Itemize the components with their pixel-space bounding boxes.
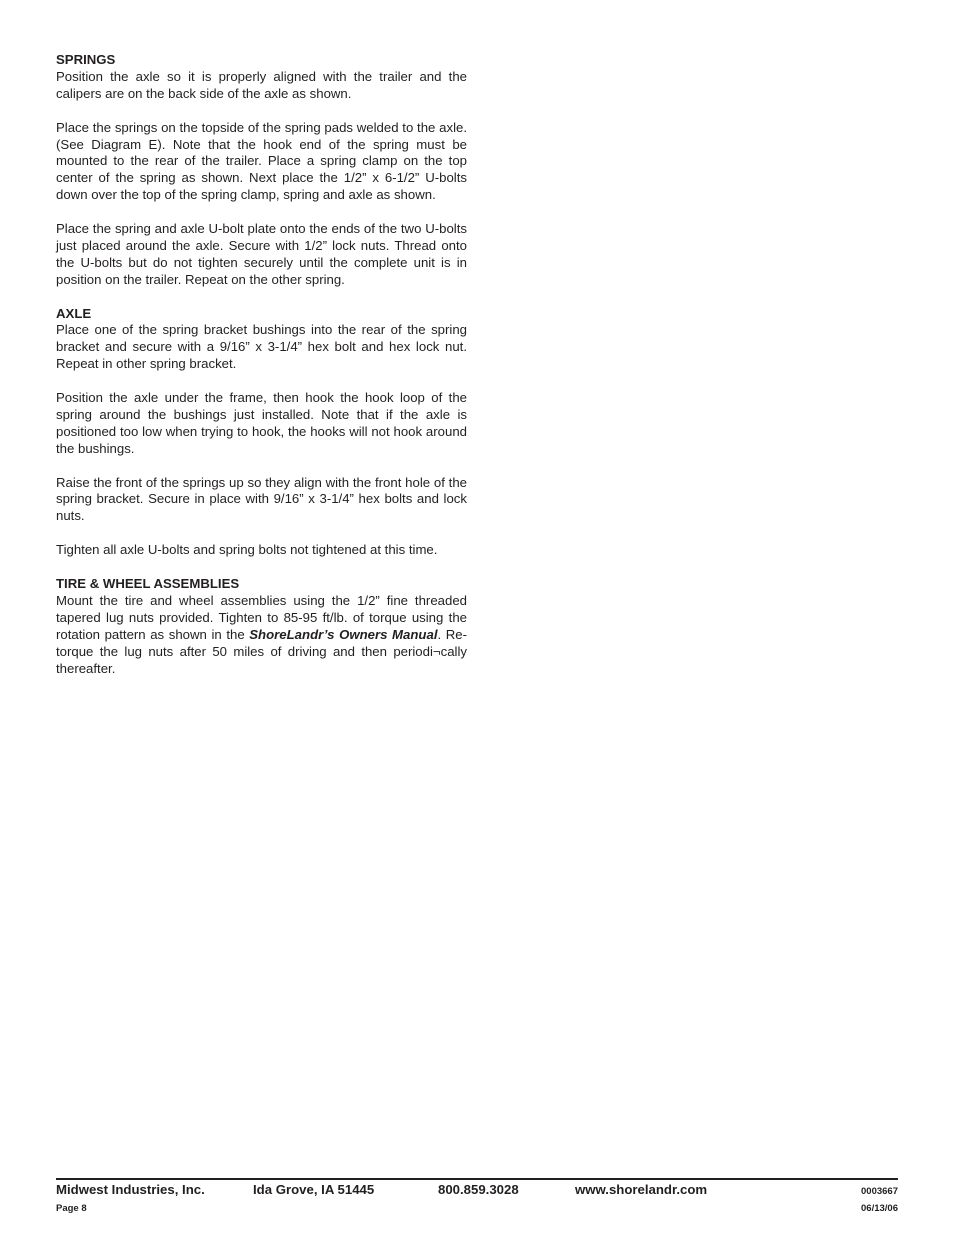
paragraph: Place the springs on the topside of the spring pads welded to the axle. (See Diagram E). Note that the hook end of the spring must be mounted to the rear of the trailer. Place a spring clamp on the top center of the spring as shown. Next place the 1/2” x 6-1/2” U-bolts down over the top of the spring clamp, spring and axle as shown.: [56, 119, 467, 203]
paragraph: Raise the front of the springs up so they align with the front hole of the spring bracket. Secure in place with 9/16” x 3-1/4” hex bolts and lock nuts.: [56, 474, 467, 524]
footer-page-number: Page 8: [56, 1203, 87, 1214]
main-text-column: [56, 52, 467, 694]
footer-website: www.shorelandr.com: [575, 1182, 708, 1197]
paragraph: Position the axle under the frame, then hook the hook loop of the spring around the bushings just installed. Note that if the axle is positioned too low when trying to hook, the hooks will not hook around the bushings.: [56, 390, 467, 456]
section-tire-wheel: [56, 576, 467, 677]
owners-manual-reference: ShoreLandr’s Owners Manual: [249, 626, 438, 642]
paragraph: Place one of the spring bracket bushings into the rear of the spring bracket and secure with a 9/16” x 3-1/4” hex bolt and hex lock nut. Repeat in other spring bracket.: [56, 322, 467, 372]
footer-part-number: 0003667: [861, 1186, 898, 1197]
paragraph: Tighten all axle U-bolts and spring bolts not tightened at this time.: [56, 542, 438, 558]
footer-rule: [56, 1178, 898, 1180]
section-heading-axle: AXLE: [56, 305, 92, 321]
footer-date: 06/13/06: [861, 1203, 898, 1214]
paragraph-tire-wheel: [56, 593, 467, 678]
paragraph-text: Mount the tire and wheel assemblies using the 1/2” fine threaded tapered lug nuts provided. Tighten to 85-95 ft/lb. of torque using the rotation pattern as shown in the: [56, 592, 467, 642]
paragraph: Place the spring and axle U-bolt plate onto the ends of the two U-bolts just placed around the axle. Secure with 1/2” lock nuts. Thread onto the U-bolts but do not tighten securely until the complete unit is in position on the trailer. Repeat on the other spring.: [56, 221, 467, 287]
paragraph-text: . Re-torque the lug nuts after 50 miles of driving and then periodi¬cally thereafter.: [56, 626, 468, 676]
section-springs: [56, 52, 467, 289]
section-heading-tire-wheel: TIRE & WHEEL ASSEMBLIES: [56, 575, 240, 591]
footer-phone: 800.859.3028: [438, 1182, 519, 1197]
paragraph: Position the axle so it is properly aligned with the trailer and the calipers are on the back side of the axle as shown.: [56, 68, 467, 101]
footer-location: Ida Grove, IA 51445: [253, 1182, 375, 1197]
section-axle: [56, 306, 467, 560]
section-heading-springs: SPRINGS: [56, 52, 116, 67]
footer-company: Midwest Industries, Inc.: [56, 1182, 205, 1197]
